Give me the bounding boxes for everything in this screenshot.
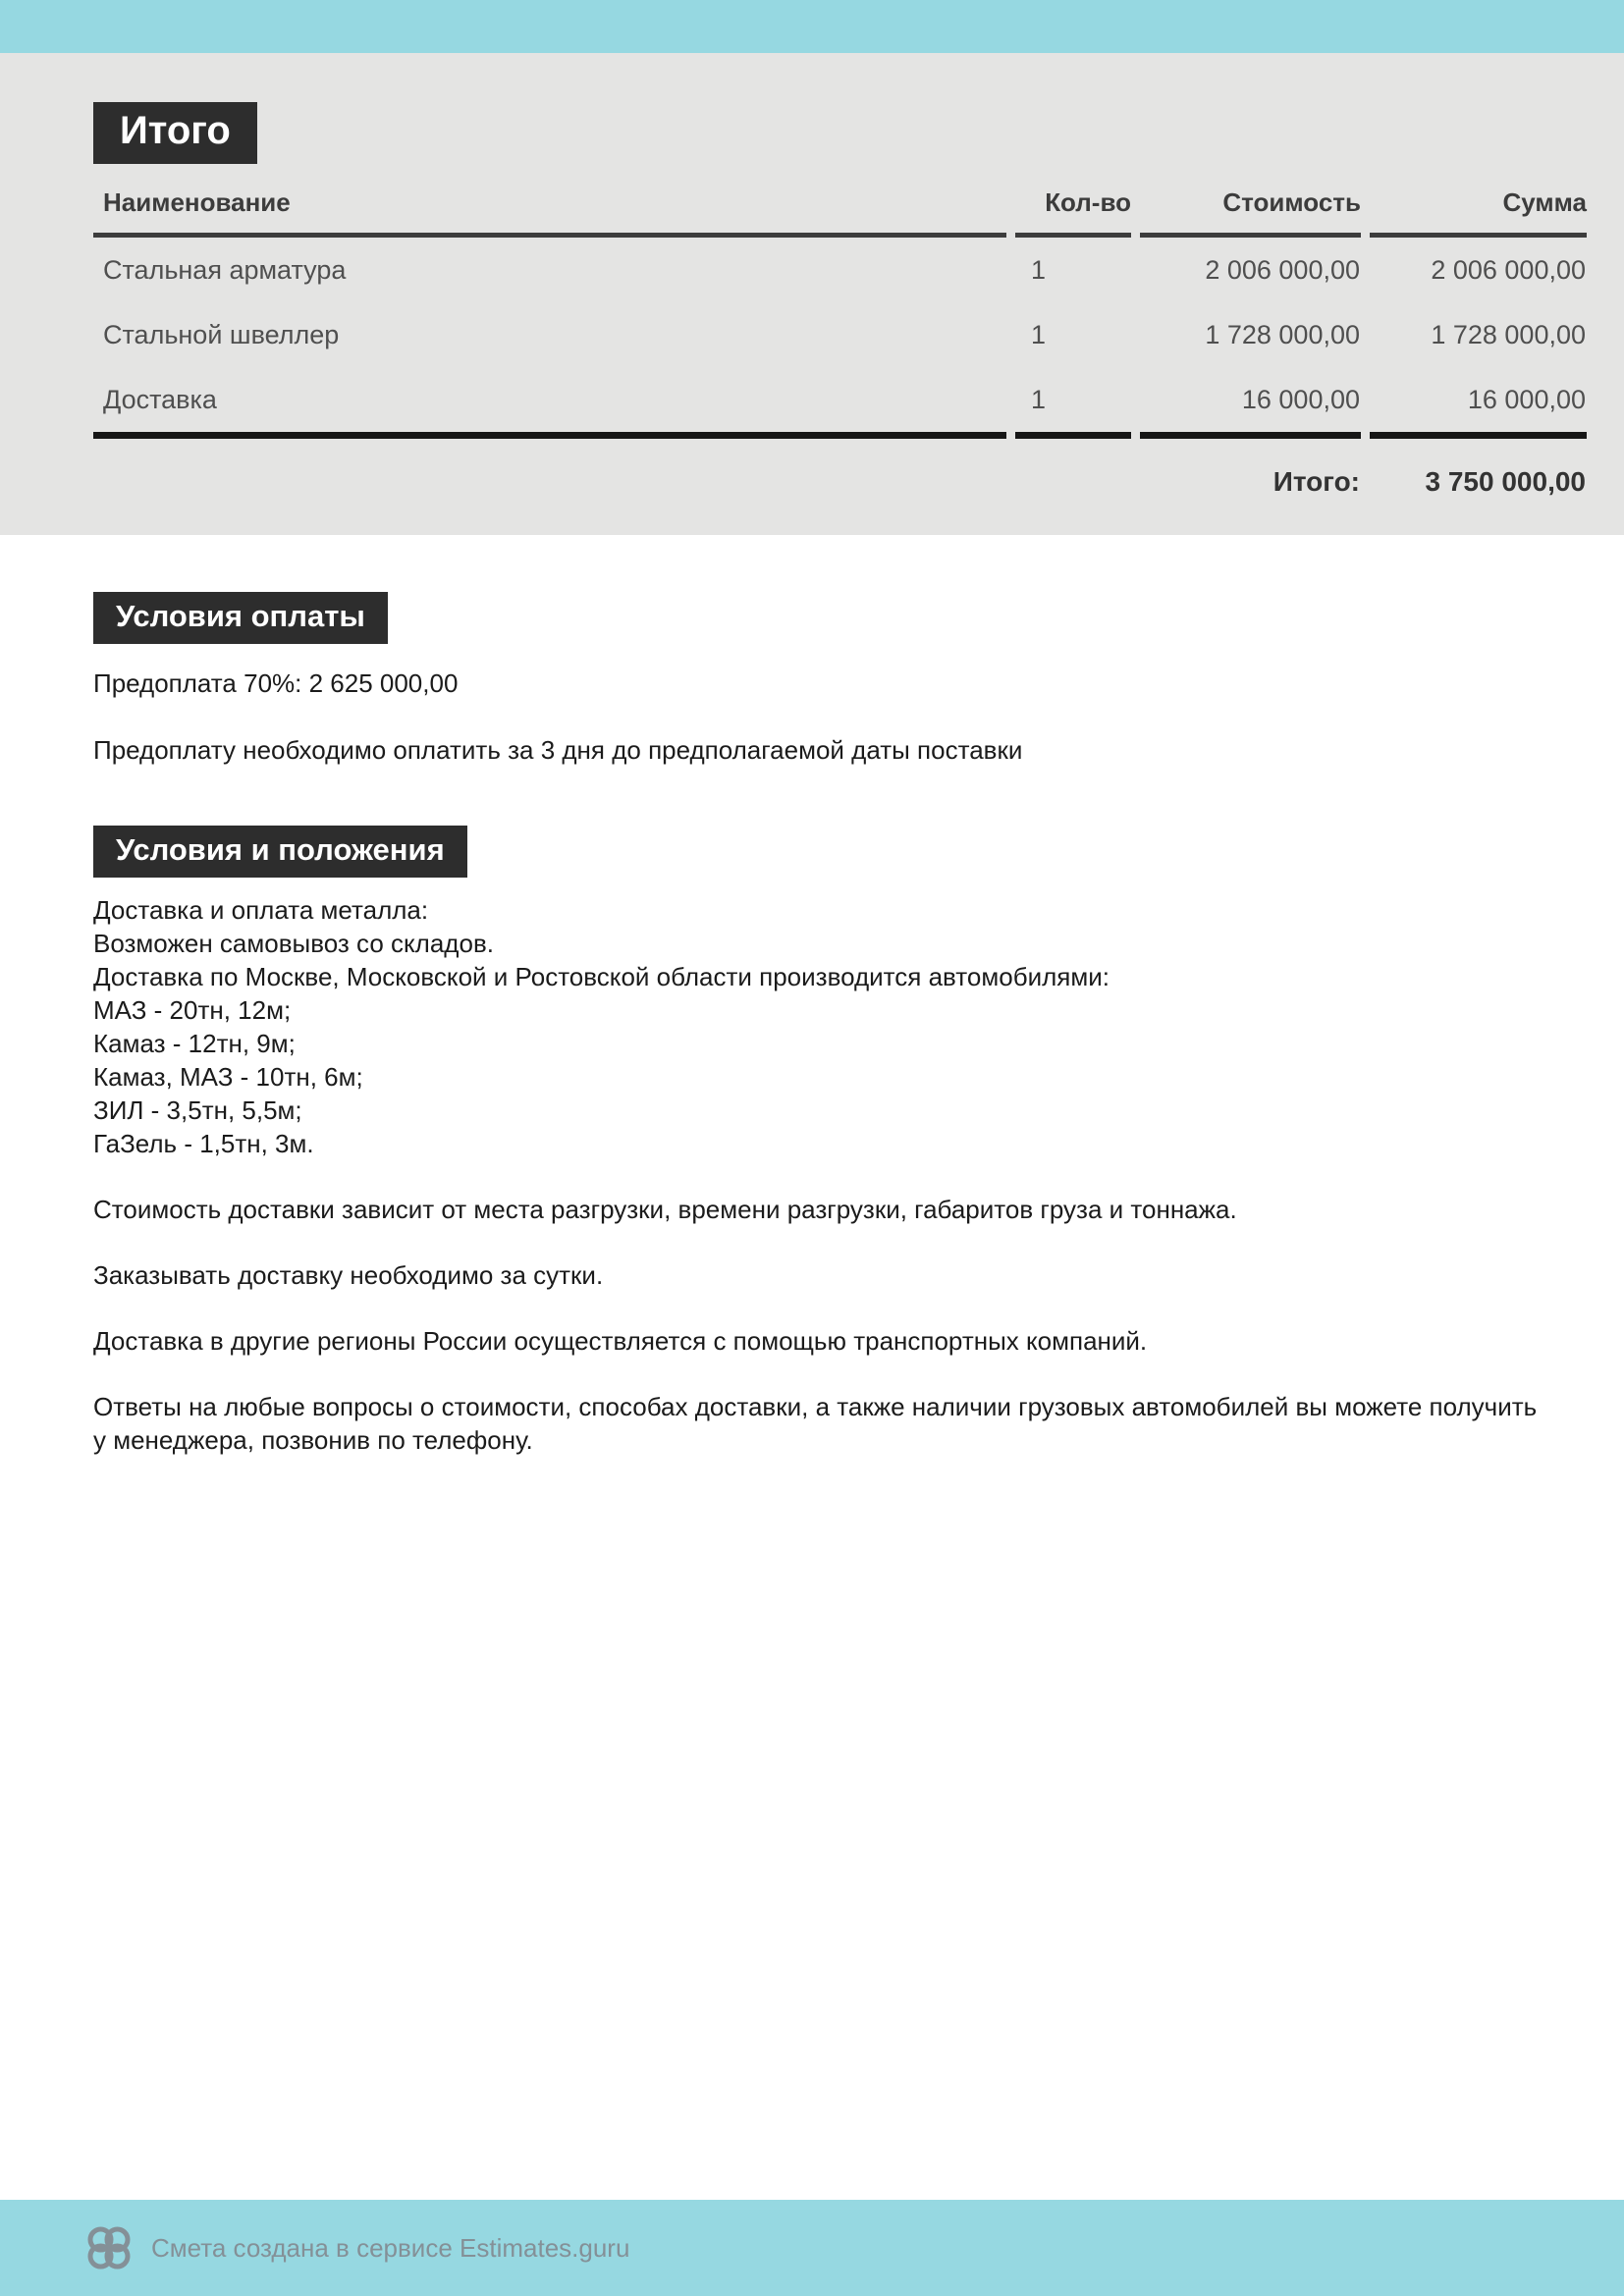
item-sum: 2 006 000,00 [1431,254,1586,285]
terms-heading: Условия и положения [93,826,467,878]
column-header-price: Стоимость [1140,187,1361,238]
totals-table-header-row [93,187,1587,238]
footer-credit-text: Смета создана в сервисе Estimates.guru [151,2232,630,2263]
column-header-sum: Сумма [1370,187,1587,238]
terms-line: ГаЗель - 1,5тн, 3м. [93,1129,314,1158]
terms-line: Камаз - 12тн, 9м; [93,1029,296,1058]
grand-total-label: Итого: [1272,466,1360,497]
terms-line: Возможен самовывоз со складов. [93,929,494,958]
item-price: 16 000,00 [1140,367,1361,439]
terms-paragraph: Ответы на любые вопросы о стоимости, способах доставки, а также наличии грузовых автомобилей вы можете получить у менеджера, позвонив по телефону. [93,1392,1538,1455]
summary-heading: Итого [93,102,257,164]
payment-deadline-line: Предоплату необходимо оплатить за 3 дня до предполагаемой даты поставки [93,735,1023,765]
table-row [93,238,1587,302]
estimates-guru-clover-logo-icon [86,2225,132,2270]
item-qty: 1 [1031,254,1047,285]
item-name: Стальная арматура [103,254,347,285]
item-qty: 1 [1031,319,1047,349]
terms-line: Доставка и оплата металла: [93,895,429,925]
summary-section [0,53,1624,535]
payment-heading: Условия оплаты [93,592,388,644]
terms-delivery-list [93,893,1546,1160]
item-price: 1 728 000,00 [1205,319,1360,349]
grand-total-value: 3 750 000,00 [1425,466,1586,497]
table-row [93,302,1587,367]
terms-line: Доставка по Москве, Московской и Ростовской области производится автомобилями: [93,962,1110,991]
terms-line: Камаз, МАЗ - 10тн, 6м; [93,1062,363,1092]
item-sum: 1 728 000,00 [1431,319,1586,349]
payment-prepayment-line: Предоплата 70%: 2 625 000,00 [93,668,459,698]
terms-paragraph: Стоимость доставки зависит от места разгрузки, времени разгрузки, габаритов груза и тоннажа. [93,1195,1237,1224]
terms-paragraph: Заказывать доставку необходимо за сутки. [93,1260,604,1290]
terms-line: ЗИЛ - 3,5тн, 5,5м; [93,1095,302,1125]
item-qty: 1 [1015,367,1131,439]
item-name: Доставка [93,367,1006,439]
terms-paragraph: Доставка в другие регионы России осуществляется с помощью транспортных компаний. [93,1326,1148,1356]
payment-terms-section [0,592,1624,1457]
column-header-qty: Кол-во [1015,187,1131,238]
item-price: 2 006 000,00 [1205,254,1360,285]
grand-total-row [93,439,1587,520]
column-header-name: Наименование [93,187,1006,238]
item-name: Стальной швеллер [103,319,340,349]
top-accent-bar [0,0,1624,53]
table-row [93,367,1587,439]
terms-line: МАЗ - 20тн, 12м; [93,995,292,1025]
totals-table [84,187,1596,520]
footer-bar [0,2200,1624,2296]
item-sum: 16 000,00 [1370,367,1587,439]
